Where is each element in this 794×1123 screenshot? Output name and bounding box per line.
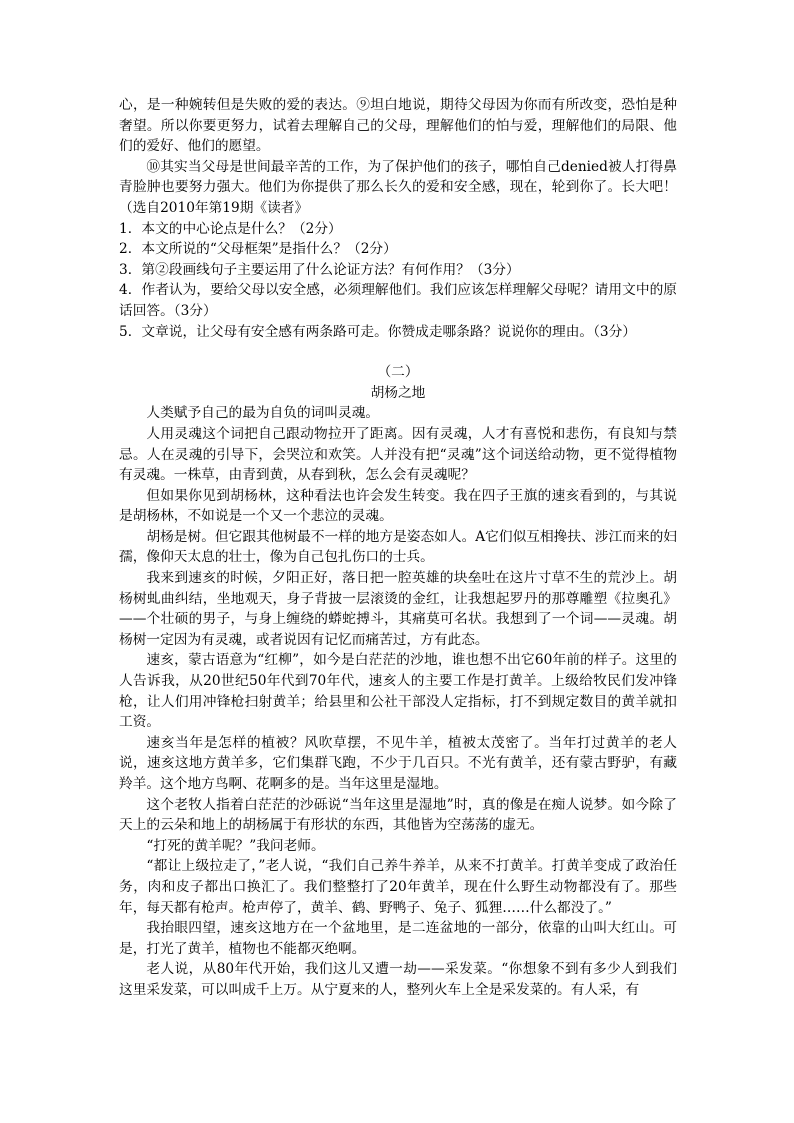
article-paragraph: 人用灵魂这个词把自己跟动物拉开了距离。因有灵魂，人才有喜悦和悲伤，有良知与禁忌。人在灵魂的引导下，会哭泣和欢笑。人并没有把“灵魂”这个词送给动物，更不觉得植物有灵魂。一株草，由青到黄，从春到秋，怎么会有灵魂呢？ xyxy=(119,425,677,484)
question-item: 4．作者认为，要给父母以安全感，必须理解他们。我们应该怎样理解父母呢？请用文中的原话回答。（3分） xyxy=(119,282,677,319)
article-paragraph: 这个老牧人指着白茫茫的沙砾说“当年这里是湿地”时，真的像是在痴人说梦。如今除了天上的云朵和地上的胡杨属于有形状的东西，其他皆为空荡荡的虚无。 xyxy=(119,796,677,834)
section-number: （二） xyxy=(377,364,419,381)
article-paragraph: 我来到速亥的时候，夕阳正好，落日把一腔英雄的块垒吐在这片寸草不生的荒沙上。胡杨树虬曲纠结，坐地观天，身子背披一层滚烫的金红，让我想起罗丹的那尊雕塑《拉奥孔》——个壮硕的男子，与身上缠绕的蟒蛇搏斗，其痛莫可名状。我想到了一个词——灵魂。胡杨树一定因为有灵魂，或者说因有记忆而痛苦过，方有此态。 xyxy=(119,570,677,648)
part-one-paragraph-9: 心，是一种婉转但是失败的爱的表达。⑨坦白地说，期待父母因为你而有所改变，恐怕是种奢望。所以你要更努力，试着去理解自己的父母，理解他们的怕与爱，理解他们的局限、他们的爱好、他们的愿望。 xyxy=(119,97,677,155)
article-paragraph: 胡杨是树。但它跟其他树最不一样的地方是姿态如人。A它们似互相搀扶、涉江而来的妇孺，像仰天太息的壮士，像为自己包扎伤口的士兵。 xyxy=(119,528,677,566)
section-spacer xyxy=(119,342,677,362)
article-paragraph: 速亥当年是怎样的植被？风吹草摆，不见牛羊，植被太茂密了。当年打过黄羊的老人说，速亥这地方黄羊多，它们集群飞跑，不少于几百只。不光有黄羊，还有蒙古野驴，有藏羚羊。这个地方鸟啊、花啊多的是。当年这里是湿地。 xyxy=(119,734,677,792)
question-item: 3．第②段画线句子主要运用了什么论证方法？有何作用？（3分） xyxy=(119,261,520,278)
article-paragraph: 老人说，从80年代开始，我们这儿又遭一劫——采发菜。“你想象不到有多少人到我们这里采发菜，可以叫成千上万。从宁夏来的人，整列火车上全是采发菜的。有人采，有 xyxy=(119,961,677,998)
article-paragraph: 但如果你见到胡杨林，这种看法也许会发生转变。我在四子王旗的速亥看到的，与其说是胡杨林，不如说是一个又一个悲泣的灵魂。 xyxy=(119,487,677,525)
question-item: 2．本文所说的“父母框架”是指什么？（2分） xyxy=(119,241,397,258)
article-paragraph: “打死的黄羊呢？”我问老师。 xyxy=(146,837,325,854)
article-paragraph: 人类赋予自己的最为自负的词叫灵魂。 xyxy=(146,405,380,422)
document-page xyxy=(119,95,677,1001)
article-paragraph: 速亥，蒙古语意为“红柳”，如今是白茫茫的沙地，谁也想不出它60年前的样子。这里的人告诉我，从20世纪50年代到70年代，速亥人的主要工作是打黄羊。上级给牧民们发冲锋枪，让人们用冲锋枪扫射黄羊；给县里和公社干部没人定指标，打不到规定数目的黄羊就扣工资。 xyxy=(119,652,677,731)
article-paragraph: 我抬眼四望，速亥这地方在一个盆地里，是二连盆地的一部分，依靠的山叫大红山。可是，打光了黄羊，植物也不能都灭绝啊。 xyxy=(119,920,677,957)
part-one-paragraph-10: ⑩其实当父母是世间最辛苦的工作，为了保护他们的孩子，哪怕自己denied被人打得鼻青脸肿也要努力强大。他们为你提供了那么长久的爱和安全感，现在，轮到你了。长大吧！（选自2010年第19期《读者》 xyxy=(119,158,677,216)
question-item: 1．本文的中心论点是什么？（2分） xyxy=(119,220,342,237)
question-list xyxy=(119,219,677,343)
question-item: 5．文章说，让父母有安全感有两条路可走。你赞成走哪条路？说说你的理由。（3分） xyxy=(119,323,637,340)
article-paragraph: “都让上级拉走了，”老人说，“我们自己养牛养羊，从来不打黄羊。打黄羊变成了政治任务，肉和皮子都出口换汇了。我们整整打了20年黄羊，现在什么野生动物都没有了。那些年，每天都有枪声。枪声停了，黄羊、鹤、野鸭子、兔子、狐狸……什么都没了。” xyxy=(119,858,677,916)
article-title: 胡杨之地 xyxy=(370,384,426,401)
article-body xyxy=(119,403,677,1000)
